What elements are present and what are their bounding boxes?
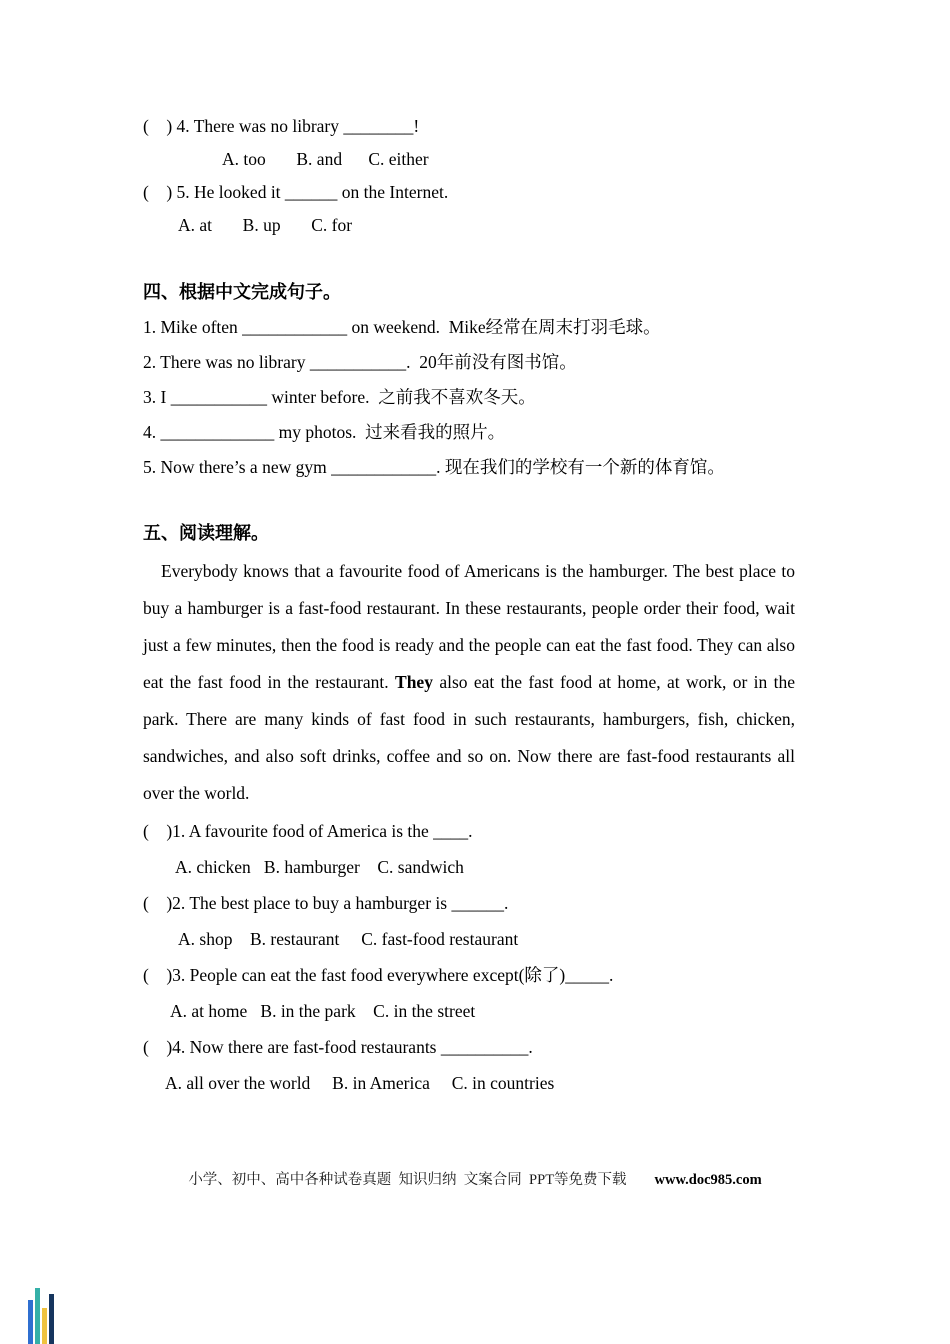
stripe-navy xyxy=(49,1294,54,1344)
section5-heading: 五、阅读理解。 xyxy=(143,523,269,543)
mc-question-4 xyxy=(143,110,795,176)
mc-question-4-stem: ( ) 4. There was no library ________! xyxy=(143,116,420,136)
section4-items xyxy=(143,310,795,485)
reading-question-4 xyxy=(143,1029,795,1101)
fill-in-item-1: 1. Mike often ____________ on weekend. Mike经常在周末打羽毛球。 xyxy=(143,317,661,337)
reading-question-2 xyxy=(143,885,795,957)
reading-questions xyxy=(143,813,795,1101)
mc-question-5-options: A. at B. up C. for xyxy=(178,215,353,235)
stripe-yellow xyxy=(42,1308,47,1344)
passage-bold-word: They xyxy=(395,672,433,692)
reading-question-4-stem: ( )4. Now there are fast-food restaurants __________. xyxy=(143,1037,533,1057)
reading-question-4-options: A. all over the world B. in America C. in countries xyxy=(165,1073,555,1093)
footer xyxy=(0,1168,950,1189)
reading-question-3-stem: ( )3. People can eat the fast food everywhere except(除了)_____. xyxy=(143,965,614,985)
fill-in-item-2: 2. There was no library ___________. 20年前没有图书馆。 xyxy=(143,352,577,372)
mc-question-4-options: A. too B. and C. either xyxy=(222,149,429,169)
reading-question-1-stem: ( )1. A favourite food of America is the ____. xyxy=(143,821,473,841)
mc-question-5 xyxy=(143,176,795,242)
reading-question-1 xyxy=(143,813,795,885)
footer-site-url: www.doc985.com xyxy=(654,1172,762,1188)
fill-in-item-5: 5. Now there’s a new gym ____________. 现在我们的学校有一个新的体育馆。 xyxy=(143,457,725,477)
fill-in-item-4: 4. _____________ my photos. 过来看我的照片。 xyxy=(143,422,506,442)
reading-question-1-options: A. chicken B. hamburger C. sandwich xyxy=(175,857,464,877)
stripe-blue xyxy=(28,1300,33,1344)
reading-question-3-options: A. at home B. in the park C. in the street xyxy=(170,1001,476,1021)
corner-decoration-stripes xyxy=(28,1288,54,1344)
fill-in-item-3: 3. I ___________ winter before. 之前我不喜欢冬天。 xyxy=(143,387,536,407)
reading-question-3 xyxy=(143,957,795,1029)
passage-text-2: also eat the fast food at home, at work, or in the park. There are many kinds of fast food in such restaurants, hamburgers, fish, chicken, sandwiches, and also soft drinks, coffee and so on. Now there are fast-food restaurants all over the world. xyxy=(143,672,796,803)
reading-question-2-options: A. shop B. restaurant C. fast-food restaurant xyxy=(178,929,519,949)
passage-text-1: Everybody knows that a favourite food of Americans is the hamburger. The best place to buy a hamburger is a fast-food restaurant. In these restaurants, people order their food, wait just a few minutes, then the food is ready and the people can eat the fast food. They can also eat the fast food in the restaurant. xyxy=(143,561,795,692)
section4-heading: 四、根据中文完成句子。 xyxy=(143,282,341,302)
footer-text: 小学、初中、高中各种试卷真题 知识归纳 文案合同 PPT等免费下载 xyxy=(188,1172,627,1188)
mc-question-5-stem: ( ) 5. He looked it ______ on the Internet. xyxy=(143,182,449,202)
reading-passage xyxy=(143,553,795,812)
stripe-teal xyxy=(35,1288,40,1344)
worksheet-content xyxy=(143,110,795,1101)
reading-question-2-stem: ( )2. The best place to buy a hamburger is ______. xyxy=(143,893,509,913)
